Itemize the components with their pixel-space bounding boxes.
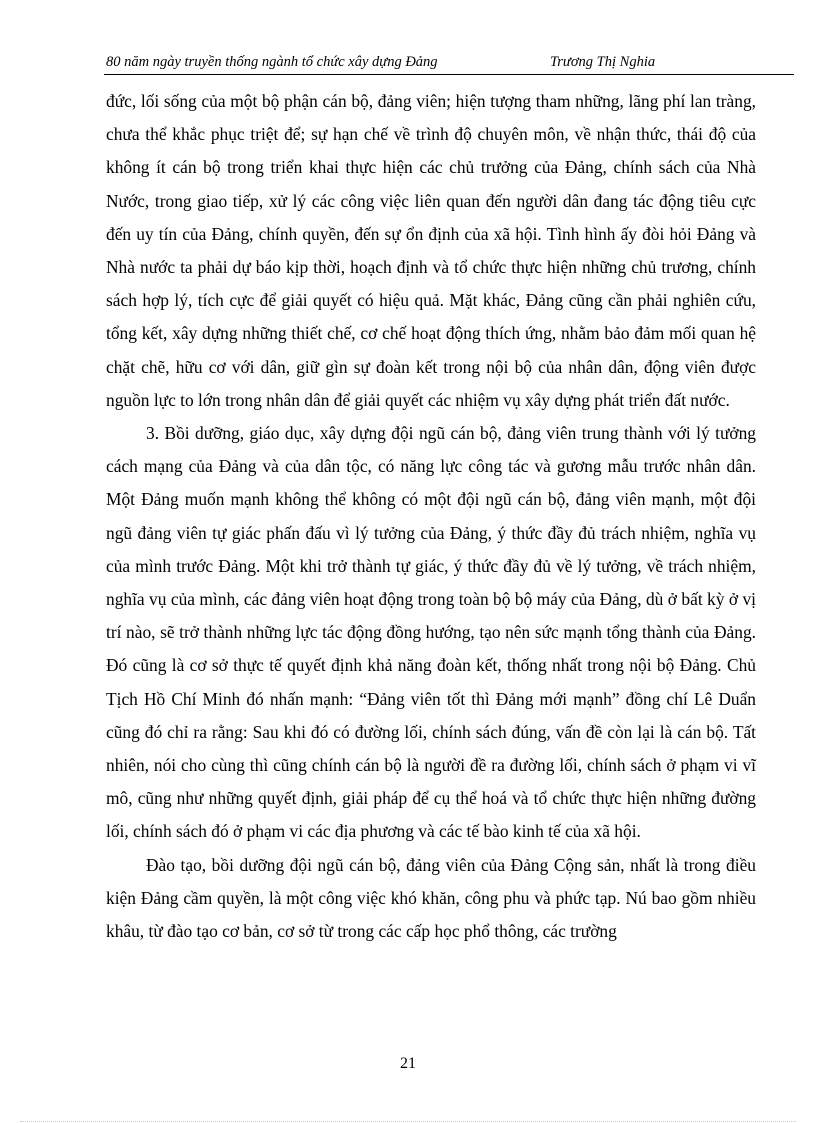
paragraph-section-3: 3. Bồi dưỡng, giáo dục, xây dựng đội ngũ cán bộ, đảng viên trung thành với lý tưởng cách mạng của Đảng và của dân tộc, có năng lực công tác và gương mẫu trước nhân dân. Một Đảng muốn mạnh không thể không có một đội ngũ cán bộ, đảng viên mạnh, một đội ngũ đảng viên tự giác phấn đấu vì lý tưởng của Đảng, ý thức đầy đủ trách nhiệm, nghĩa vụ của mình trước Đảng. Một khi trở thành tự giác, ý thức đầy đủ về lý tưởng, về trách nhiệm, nghĩa vụ của mình, các đảng viên hoạt động trong toàn bộ bộ máy của Đảng, dù ở bất kỳ ở vị trí nào, sẽ trở thành những lực tác động đồng hướng, tạo nên sức mạnh tổng thành của Đảng. Đó cũng là cơ sở thực tế quyết định khả năng đoàn kết, thống nhất trong nội bộ Đảng. Chủ Tịch Hồ Chí Minh đó nhấn mạnh: “Đảng viên tốt thì Đảng mới mạnh” đồng chí Lê Duẩn cũng đó chỉ ra rằng: Sau khi đó có đường lối, chính sách đúng, vấn đề còn lại là cán bộ. Tất nhiên, nói cho cùng thì cũng chính cán bộ là người đề ra đường lối, chính sách ở phạm vi vĩ mô, cũng như những quyết định, giải pháp để cụ thể hoá và tổ chức thực hiện những đường lối, chính sách đó ở phạm vi các địa phương và các tế bào kinh tế của xã hội. (106, 423, 756, 842)
page-bottom-divider (20, 1121, 796, 1122)
header-author: Trương Thị Nghia (550, 54, 656, 70)
header-title: 80 năm ngày truyền thống ngành tổ chức xây dựng Đảng (106, 54, 438, 70)
paragraph-continued: đức, lối sống của một bộ phận cán bộ, đảng viên; hiện tượng tham những, lãng phí lan tràng, chưa thể khắc phục triệt để; sự hạn chế về trình độ chuyên môn, về nhận thức, thái độ của không ít cán bộ trong triển khai thực hiện các chủ trưởng của Đảng, chính sách của Nhà Nước, trong giao tiếp, xử lý các công việc liên quan đến người dân đang tác động tiêu cực đến uy tín của Đảng, chính quyền, đến sự ổn định của xã hội. Tình hình ấy đòi hỏi Đảng và Nhà nước ta phải dự báo kịp thời, hoạch định và tổ chức thực hiện những chủ trương, chính sách hợp lý, tích cực để giải quyết có hiệu quả. Mặt khác, Đảng cũng cần phải nghiên cứu, tổng kết, xây dựng những thiết chế, cơ chế hoạt động thích ứng, nhằm bảo đảm mối quan hệ chặt chẽ, hữu cơ với dân, giữ gìn sự đoàn kết trong nội bộ của nhân dân, động viên được nguồn lực to lớn trong nhân dân để giải quyết các nhiệm vụ xây dựng phát triển đất nước. (106, 91, 756, 410)
running-header (104, 50, 794, 75)
paragraph-training: Đào tạo, bồi dưỡng đội ngũ cán bộ, đảng viên của Đảng Cộng sản, nhất là trong điều kiện Đảng cầm quyền, là một công việc khó khăn, công phu và phức tạp. Nú bao gồm nhiều khâu, từ đào tạo cơ bản, cơ sở từ trong các cấp học phổ thông, các trường (106, 854, 756, 942)
body-text (106, 85, 756, 948)
page-number: 21 (400, 1055, 416, 1072)
